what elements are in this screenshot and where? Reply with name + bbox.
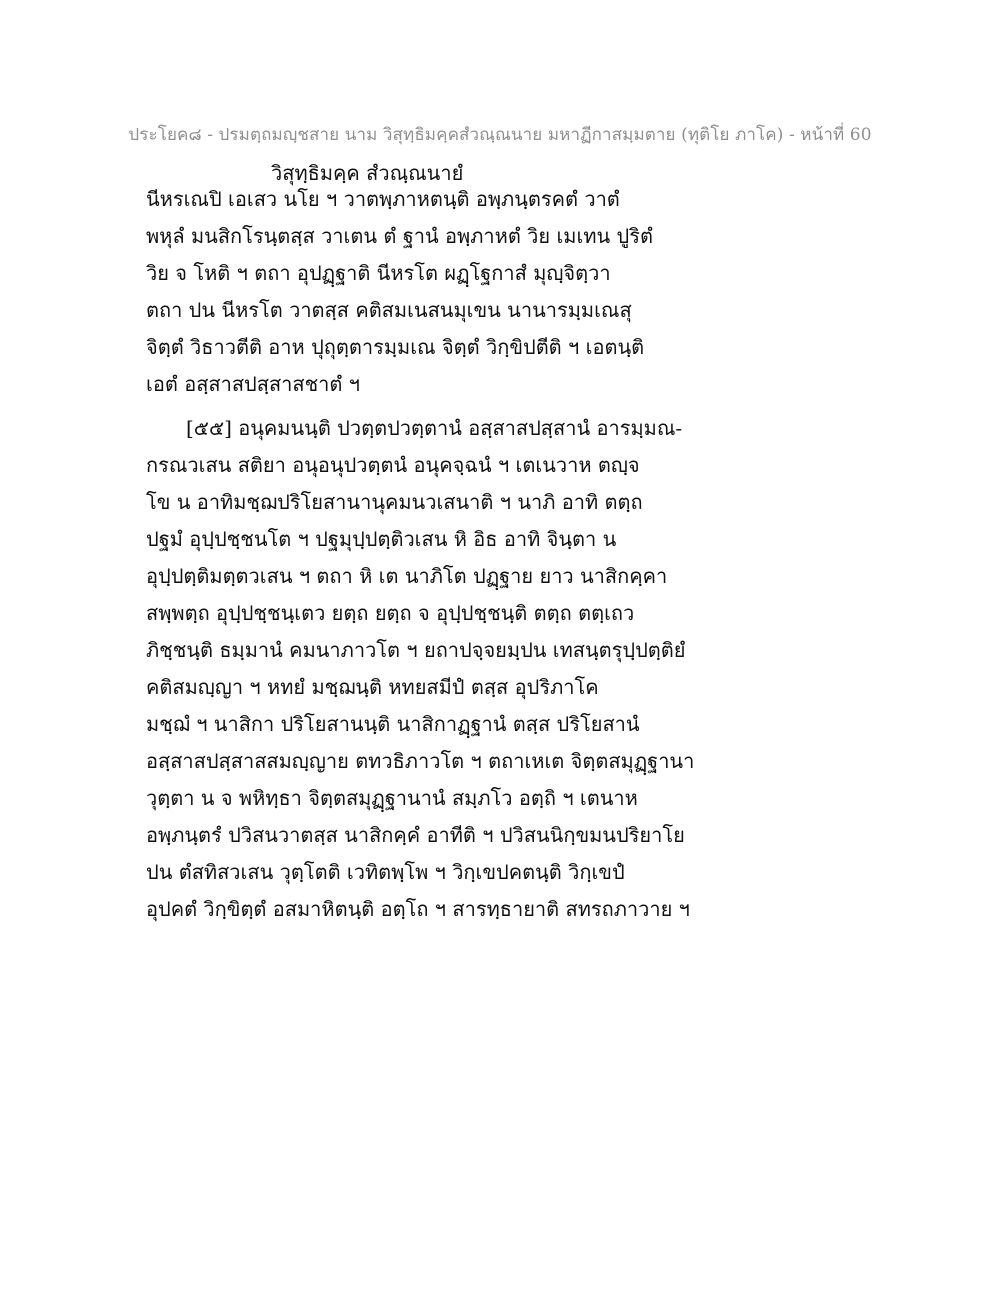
text-line: ภิชฺชนฺติ ธมฺมานํ คมนาภาวโต ฯ ยถาปจฺจยมฺปน เทสนฺตรุปฺปตฺติยํ	[146, 638, 686, 662]
text-line: โข น อาทิมชฺฌปริโยสานานุคมนวเสนาติ ฯ นาภิ อาทิ ตตฺถ	[146, 490, 643, 514]
text-line: ปน ตํสทิสวเสน วุตฺโตติ เวทิตพฺโพ ฯ วิกฺเขปคตนฺติ วิกฺเขปํ	[146, 860, 625, 884]
text-line: พหุลํ มนสิกโรนฺตสฺส วาเตน ตํ ฐานํ อพฺภาหตํ วิย เมเทน ปูริตํ	[146, 224, 653, 248]
text-line: นีหรเณปิ เอเสว นโย ฯ วาตพฺภาหตนฺติ อพฺภนฺตรคตํ วาตํ	[146, 187, 620, 211]
text-line: อุปฺปตฺติมตฺตวเสน ฯ ตถา หิ เต นาภิโต ปฏฺฐาย ยาว นาสิกคฺคา	[146, 564, 668, 588]
text-line: มชฺฌํ ฯ นาสิกา ปริโยสานนฺติ นาสิกาฏฺฐานํ ตสฺส ปริโยสานํ	[146, 712, 640, 736]
text-line: อพฺภนฺตรํ ปวิสนวาตสฺส นาสิกคฺคํ อาทีติ ฯ ปวิสนนิกฺขมนปริยาโย	[146, 823, 685, 847]
running-header: ประโยค๘ - ปรมตฺถมญฺชสาย นาม วิสุทฺธิมคฺคสํวณฺณนาย มหาฏีกาสมฺมตาย (ทุติโย ภาโค) - หน้าที่ 60	[128, 125, 872, 145]
paragraph-start-line: [๕๕] อนุคมนนฺติ ปวตฺตปวตฺตานํ อสฺสาสปสฺสานํ อารมฺมณ-	[186, 416, 683, 440]
text-line: อสฺสาสปสฺสาสสมญฺญาย ตทวธิภาวโต ฯ ตถาเหเต จิตฺตสมุฏฺฐานา	[146, 749, 695, 773]
section-title: วิสุทฺธิมคฺค สํวณฺณนายํ	[271, 161, 464, 185]
text-line: คติสมญฺญา ฯ หทยํ มชฺฌนฺติ หทยสมีปํ ตสฺส อุปริภาโค	[146, 675, 599, 699]
text-line: กรณวเสน สติยา อนุอนุปวตฺตนํ อนุคจฺฉนํ ฯ เตเนวาห ตญฺจ	[146, 453, 640, 477]
text-line: จิตฺตํ วิธาวตีติ อาห ปุถุตฺตารมฺมเณ จิตฺตํ วิกฺขิปตีติ ฯ เอตนฺติ	[146, 335, 645, 359]
text-line: เอตํ อสฺสาสปสฺสาสชาตํ ฯ	[146, 372, 360, 396]
text-line: วิย จ โหติ ฯ ตถา อุปฏฺฐาติ นีหรโต ผฏฺโฐกาสํ มุญฺจิตฺวา	[146, 261, 611, 285]
text-line: สพฺพตฺถ อุปฺปชฺชนฺเตว ยตฺถ ยตฺถ จ อุปฺปชฺชนฺติ ตตฺถ ตตฺเถว	[146, 601, 635, 625]
text-line: อุปคตํ วิกฺขิตฺตํ อสมาหิตนฺติ อตฺโถ ฯ สารทฺธายาติ สทรถภาวาย ฯ	[146, 897, 690, 921]
text-line: วุตฺตา น จ พหิทฺธา จิตฺตสมุฏฺฐานานํ สมฺภโว อตฺถิ ฯ เตนาห	[146, 786, 638, 810]
text-line: ตถา ปน นีหรโต วาตสฺส คติสมเนสนมุเขน นานารมฺมเณสุ	[146, 298, 632, 322]
text-line: ปฐมํ อุปฺปชฺชนโต ฯ ปฐมุปฺปตฺติวเสน หิ อิธ อาทิ จินฺตา น	[146, 527, 617, 551]
